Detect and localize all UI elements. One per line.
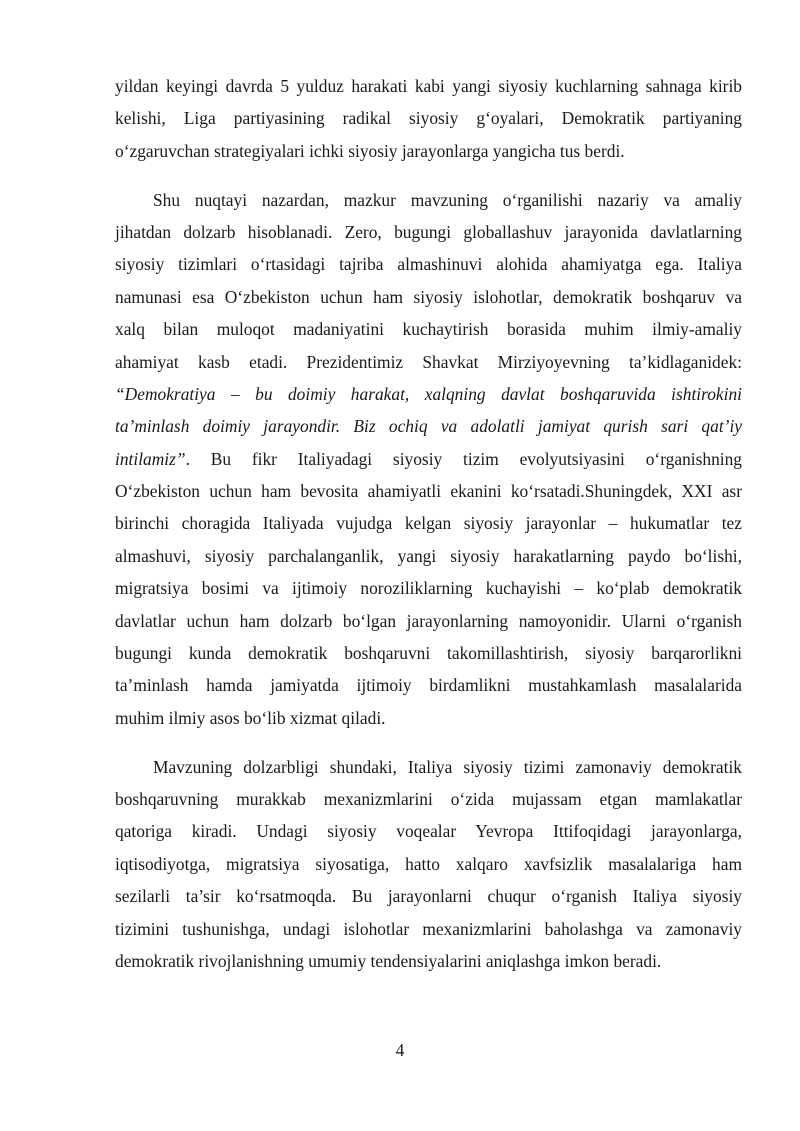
paragraph	[115, 184, 742, 735]
body-text: xalq bilan muloqot madaniyatini kuchaytirish borasida muhim ilmiy-amaliy	[115, 319, 742, 340]
body-text: o‘zgaruvchan strategiyalari ichki siyosiy jarayonlarga yangicha tus berdi.	[115, 140, 625, 161]
text-line	[115, 848, 742, 880]
text-line	[115, 572, 742, 604]
text-line	[115, 281, 742, 313]
body-text: namunasi esa O‘zbekiston uchun ham siyosiy islohotlar, demokratik boshqaruv va	[115, 286, 742, 307]
text-line	[115, 507, 742, 539]
body-text: almashuvi, siyosiy parchalanganlik, yangi siyosiy harakatlarning paydo bo‘lishi,	[115, 545, 742, 566]
body-text: davlatlar uchun ham dolzarb bo‘lgan jarayonlarning namoyonidir. Ularni o‘rganish	[115, 610, 742, 631]
text-line	[115, 605, 742, 637]
text-line	[115, 880, 742, 912]
body-text: sezilarli ta’sir ko‘rsatmoqda. Bu jarayonlarni chuqur o‘rganish Italiya siyosiy	[115, 886, 742, 907]
body-text: ta’minlash hamda jamiyatda ijtimoiy birdamlikni mustahkamlash masalalarida	[115, 675, 742, 696]
body-text: ahamiyat kasb etadi. Prezidentimiz Shavkat Mirziyoyevning ta’kidlaganidek:	[115, 351, 742, 372]
body-text: . Bu fikr Italiyadagi siyosiy tizim evolyutsiyasini o‘rganishning	[185, 448, 742, 469]
page-number: 4	[395, 1040, 405, 1060]
body-text: qatoriga kiradi. Undagi siyosiy voqealar Yevropa Ittifoqidagi jarayonlarga,	[115, 821, 742, 842]
body-text: O‘zbekiston uchun ham bevosita ahamiyatli ekanini ko‘rsatadi.Shuningdek, XXI asr	[115, 481, 742, 502]
body-text: migratsiya bosimi va ijtimoiy noroziliklarning kuchayishi – ko‘plab demokratik	[115, 578, 742, 599]
paragraph	[115, 751, 742, 978]
text-line	[115, 216, 742, 248]
text-line	[115, 443, 742, 475]
text-line	[115, 540, 742, 572]
text-line	[115, 751, 742, 783]
text-line	[115, 248, 742, 280]
text-line	[115, 815, 742, 847]
text-line	[115, 945, 742, 977]
text-line	[115, 135, 742, 167]
body-text: tizimini tushunishga, undagi islohotlar mexanizmlarini baholashga va zamonaviy	[115, 918, 742, 939]
body-text: iqtisodiyotga, migratsiya siyosatiga, hatto xalqaro xavfsizlik masalalariga ham	[115, 853, 742, 874]
text-line	[115, 637, 742, 669]
body-text: siyosiy tizimlari o‘rtasidagi tajriba almashinuvi alohida ahamiyatga ega. Italiya	[115, 254, 742, 275]
text-line	[115, 378, 742, 410]
body-text: yildan keyingi davrda 5 yulduz harakati kabi yangi siyosiy kuchlarning sahnaga kirib	[115, 76, 742, 96]
body-text: Shu nuqtayi nazardan, mazkur mavzuning o‘rganilishi nazariy va amaliy	[153, 189, 742, 210]
body-text: kelishi, Liga partiyasining radikal siyosiy g‘oyalari, Demokratik partiyaning	[115, 108, 742, 129]
quote-text: “Demokratiya – bu doimiy harakat, xalqning davlat boshqaruvida ishtirokini	[115, 383, 742, 404]
text-line	[115, 313, 742, 345]
paragraph-gap	[115, 167, 742, 183]
text-line	[115, 669, 742, 701]
paragraph	[115, 70, 742, 167]
body-text: Mavzuning dolzarbligi shundaki, Italiya siyosiy tizimi zamonaviy demokratik	[153, 756, 742, 777]
document-body	[115, 70, 742, 977]
paragraph-gap	[115, 734, 742, 750]
body-text: birinchi choragida Italiyada vujudga kelgan siyosiy jarayonlar – hukumatlar tez	[115, 513, 742, 534]
body-text: muhim ilmiy asos bo‘lib xizmat qiladi.	[115, 707, 386, 728]
text-line	[115, 475, 742, 507]
text-line	[115, 410, 742, 442]
text-line	[115, 783, 742, 815]
body-text: jihatdan dolzarb hisoblanadi. Zero, bugungi globallashuv jarayonida davlatlarning	[115, 221, 742, 242]
text-line	[115, 702, 742, 734]
text-line	[115, 913, 742, 945]
quote-text: ta’minlash doimiy jarayondir. Biz ochiq va adolatli jamiyat qurish sari qat’iy	[115, 416, 742, 437]
text-line	[115, 346, 742, 378]
text-line	[115, 184, 742, 216]
body-text: demokratik rivojlanishning umumiy tendensiyalarini aniqlashga imkon beradi.	[115, 950, 662, 971]
quote-text: intilamiz”	[115, 448, 186, 469]
text-line	[115, 102, 742, 134]
body-text: bugungi kunda demokratik boshqaruvni takomillashtirish, siyosiy barqarorlikni	[115, 643, 742, 664]
body-text: boshqaruvning murakkab mexanizmlarini o‘zida mujassam etgan mamlakatlar	[115, 788, 742, 809]
text-line	[115, 70, 742, 102]
